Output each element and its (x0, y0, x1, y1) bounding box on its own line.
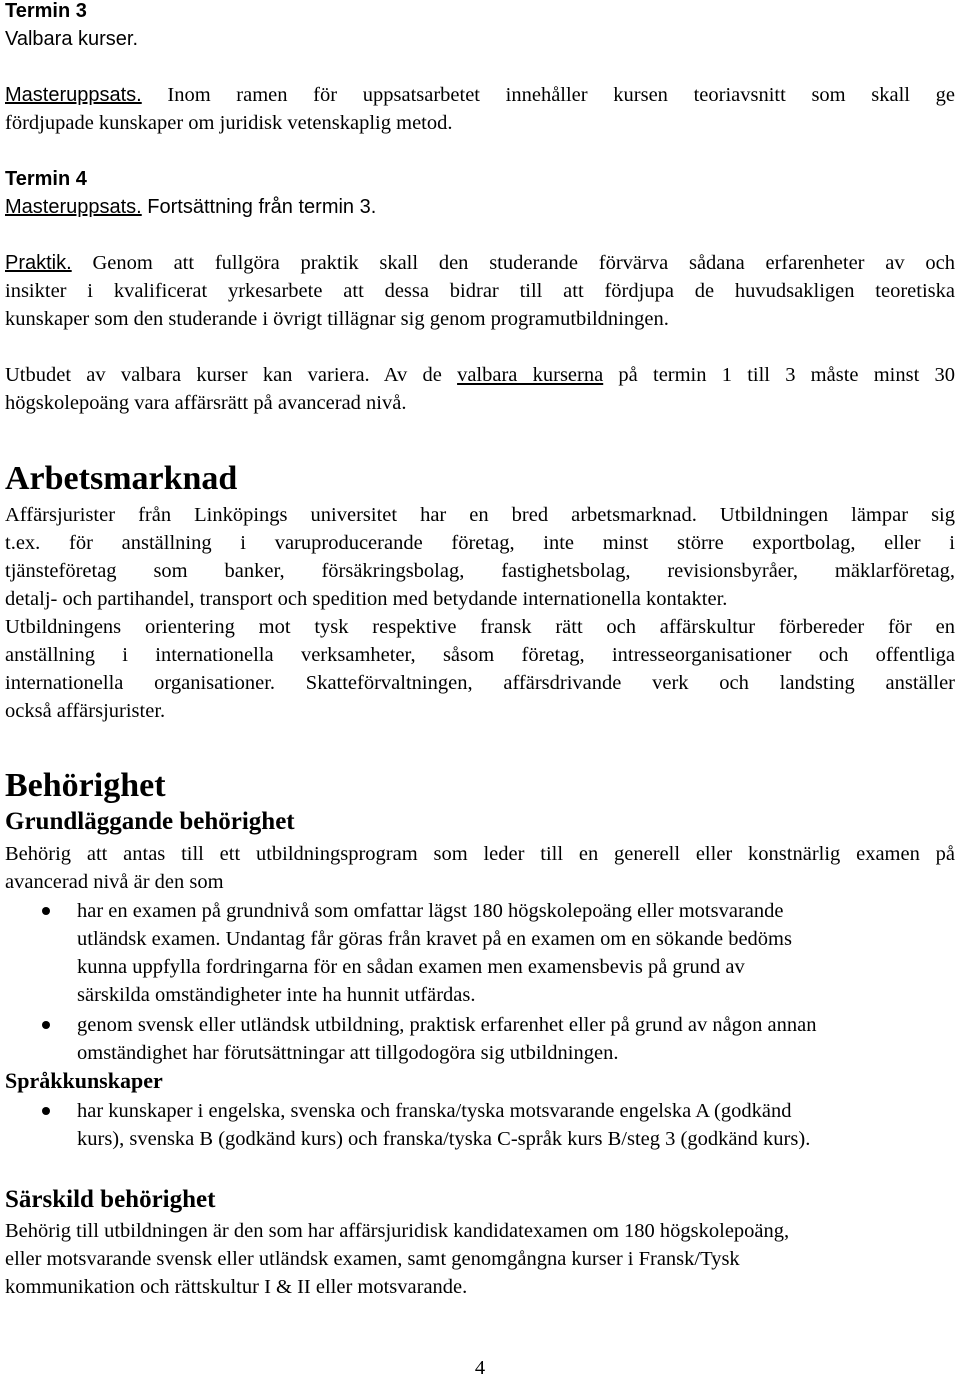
language-skills-heading: Språkkunskaper (5, 1068, 163, 1093)
term4-master-link[interactable]: Masteruppsats. (5, 196, 142, 218)
document-page: Termin 3 Valbara kurser. Masteruppsats. Inom ramen för uppsatsarbetet innehåller kursen teoriavsnitt som skall ge fördjupade kunskaper om juridisk vetenskaplig metod. Termin 4 Masteruppsats. Fortsättning från termin 3. Praktik. Genom att fullgöra praktik skall den studerande förvärva sådana erfarenheter av och insikter i kvalificerat yrkesarbete att dessa bidrar till att fördjupa de huvudsakligen teoretiska kunskaper som den studerande i övrigt tillägnar sig genom programutbildningen. Utbudet av valbara kurser kan variera. Av de valbara kurserna på termin 1 till 3 måste minst 30 högskolepoäng vara affärsrätt på avancerad nivå. Arbetsmarknad Affärsjurister från Linköpings universitet har en bred arbetsmarknad. Utbildningen lämpar sig t.ex. för anställning i varuproducerande företag, inte minst större exportbolag, eller i tjänsteföretag som banker, försäkringsbolag, fastighetsbolag, revisionsbyråer, mäklarföretag, detalj- och partihandel, transport och spedition med betydande internationella kontakter. Utbildningens orientering mot tysk respektive fransk rätt och affärskultur förbereder för en anställning i internationella verksamheter, såsom företag, intresseorganisationer och offentliga internationella organisationer. Skatteförvaltningen, affärsdrivande verk och landsting anställer också affärsjurister. Behörighet Grundläggande behörighet Behörig att antas till ett utbildningsprogram som leder till en generell eller konstnärlig examen på avancerad nivå är den som har en examen på grundnivå som omfattar lägst 180 högskolepoäng eller motsvarande utländsk examen. Undantag får göras från kravet på en examen om en sökande bedöms kunna uppfylla fordringarna för en sådan examen men examensbevis på grund av särskilda omständigheter inte ha hunnit utfärdas. genom svensk eller utländsk utbildning, praktisk erfarenhet eller på grund av någon annan omständighet har förutsättningar att tillgodogöra sig utbildningen. Språkkunskaper har kunskaper i engelska, svenska och franska/tyska motsvarande engelska A (godkänd kurs), svenska B (godkänd kurs) och franska/tyska C-språk kurs B/steg 3 (godkänd kurs). Särskild behörighet Behörig till utbildningen är den som har affärsjuridisk kandidatexamen om 180 högskolepoäng, eller motsvarande svensk eller utländsk examen, samt genomgångna kurser i Fransk/Tysk kommunikation och rättskultur I & II eller motsvarande. 4 (0, 0, 960, 1380)
bullet-icon (42, 907, 50, 915)
praktik-paragraph: Praktik. Genom att fullgöra praktik skall den studerande förvärva sådana erfarenheter av och insikter i kvalificerat yrkesarbete att dessa bidrar till att fördjupa de huvudsakligen teoretiska kunskaper som den studerande i övrigt tillägnar sig genom programutbildningen. (5, 252, 955, 330)
praktik-link[interactable]: Praktik. (5, 252, 72, 274)
elective-courses-link[interactable]: valbara kurserna (457, 364, 604, 386)
bullet-icon (42, 1107, 50, 1115)
bullet-icon (42, 1021, 50, 1029)
electives-paragraph: Utbudet av valbara kurser kan variera. Av de valbara kurserna på termin 1 till 3 måste minst 30 högskolepoäng vara affärsrätt på avancerad nivå. (5, 364, 955, 414)
general-eligibility-heading: Grundläggande behörighet (5, 808, 295, 835)
labor-market-paragraph: Affärsjurister från Linköpings universitet har en bred arbetsmarknad. Utbildningen lämpar sig t.ex. för anställning i varuproducerande företag, inte minst större exportbolag, eller i tjänsteföretag som banker, försäkringsbolag, fastighetsbolag, revisionsbyråer, mäklarföretag, detalj- och partihandel, transport och spedition med betydande internationella kontakter. Utbildningens orientering mot tysk respektive fransk rätt och affärskultur förbereder för en anställning i internationella verksamheter, såsom företag, intresseorganisationer och offentliga internationella organisationer. Skatteförvaltningen, affärsdrivande verk och landsting anställer också affärsjurister. (5, 504, 955, 722)
term3-master-paragraph: Masteruppsats. Inom ramen för uppsatsarbetet innehåller kursen teoriavsnitt som skall ge fördjupade kunskaper om juridisk vetenskaplig metod. (5, 84, 955, 134)
labor-market-heading: Arbetsmarknad (5, 460, 238, 497)
special-eligibility-heading: Särskild behörighet (5, 1186, 216, 1213)
term3-heading: Termin 3 (5, 0, 87, 22)
term3-subheading: Valbara kurser. (5, 28, 139, 50)
term4-master-line: Masteruppsats. Fortsättning från termin 3. (5, 196, 377, 218)
special-eligibility-paragraph: Behörig till utbildningen är den som har affärsjuridisk kandidatexamen om 180 högskolepoäng, eller motsvarande svensk eller utländsk examen, samt genomgångna kurser i Fransk/Tysk kommunikation och rättskultur I & II eller motsvarande. (5, 1220, 790, 1298)
term3-master-link[interactable]: Masteruppsats. (5, 84, 142, 106)
term4-heading: Termin 4 (5, 168, 87, 190)
eligibility-heading: Behörighet (5, 767, 166, 804)
page-number: 4 (474, 1357, 486, 1379)
general-eligibility-paragraph: Behörig att antas till ett utbildningsprogram som leder till en generell eller konstnärlig examen på avancerad nivå är den som (5, 843, 955, 893)
